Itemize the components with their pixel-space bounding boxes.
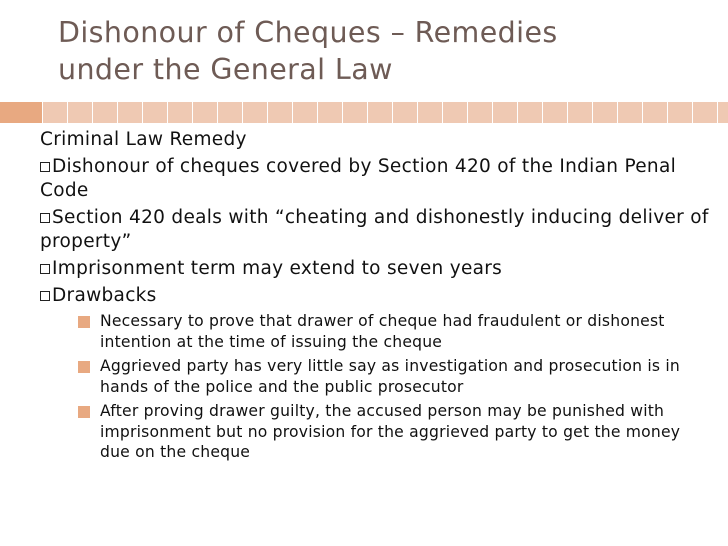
accent-grid-line	[417, 102, 418, 123]
accent-grid-line	[617, 102, 618, 123]
accent-grid-line	[667, 102, 668, 123]
sub-bullet-item	[78, 401, 720, 463]
bullet-item	[40, 155, 720, 203]
accent-grid-line	[242, 102, 243, 123]
slide-title	[58, 14, 678, 88]
checkbox-bullet-icon	[40, 291, 50, 301]
sub-bullet-item	[78, 311, 720, 352]
section-heading: Criminal Law Remedy	[40, 129, 247, 150]
sub-bullet-text: Aggrieved party has very little say as investigation and prosecution is in hands of the police and the public prosecutor	[100, 357, 680, 396]
accent-grid-line	[292, 102, 293, 123]
accent-bar	[0, 102, 728, 123]
accent-grid-line	[117, 102, 118, 123]
slide-body	[40, 128, 720, 467]
accent-bar-right	[42, 102, 728, 123]
checkbox-bullet-icon	[40, 162, 50, 172]
title-line-1: Dishonour of Cheques – Remedies	[58, 16, 558, 49]
accent-grid-line	[192, 102, 193, 123]
bullet-text: Imprisonment term may extend to seven years	[52, 258, 503, 279]
square-bullet-icon	[78, 406, 90, 418]
checkbox-bullet-icon	[40, 264, 50, 274]
bullet-item	[40, 284, 720, 308]
accent-grid-line	[592, 102, 593, 123]
square-bullet-icon	[78, 316, 90, 328]
bullet-text: Dishonour of cheques covered by Section 420 of the Indian Penal Code	[40, 156, 677, 201]
accent-grid-line	[92, 102, 93, 123]
accent-grid-line	[367, 102, 368, 123]
accent-grid-line	[692, 102, 693, 123]
bullet-text: Drawbacks	[52, 285, 157, 306]
accent-grid-line	[42, 102, 43, 123]
accent-grid-line	[167, 102, 168, 123]
accent-grid-line	[517, 102, 518, 123]
accent-grid-line	[392, 102, 393, 123]
accent-bar-left	[0, 102, 42, 123]
checkbox-bullet-icon	[40, 213, 50, 223]
accent-grid-line	[317, 102, 318, 123]
accent-grid-line	[267, 102, 268, 123]
accent-grid-line	[442, 102, 443, 123]
sub-bullet-text: Necessary to prove that drawer of cheque had fraudulent or dishonest intention at the time of issuing the cheque	[100, 312, 665, 351]
accent-grid-line	[217, 102, 218, 123]
square-bullet-icon	[78, 361, 90, 373]
accent-grid-line	[642, 102, 643, 123]
bullet-text: Section 420 deals with “cheating and dishonestly inducing deliver of property”	[40, 207, 709, 252]
title-line-2: under the General Law	[58, 53, 393, 86]
bullet-item	[40, 206, 720, 254]
accent-grid-line	[342, 102, 343, 123]
accent-grid-line	[142, 102, 143, 123]
sub-bullet-text: After proving drawer guilty, the accused person may be punished with imprisonment but no provision for the aggrieved party to get the money due on the cheque	[100, 402, 681, 461]
accent-grid-line	[67, 102, 68, 123]
accent-grid-line	[717, 102, 718, 123]
accent-grid-line	[542, 102, 543, 123]
sub-bullet-item	[78, 356, 720, 397]
bullet-item	[40, 257, 720, 281]
accent-grid-line	[467, 102, 468, 123]
accent-grid-line	[567, 102, 568, 123]
accent-grid-line	[492, 102, 493, 123]
